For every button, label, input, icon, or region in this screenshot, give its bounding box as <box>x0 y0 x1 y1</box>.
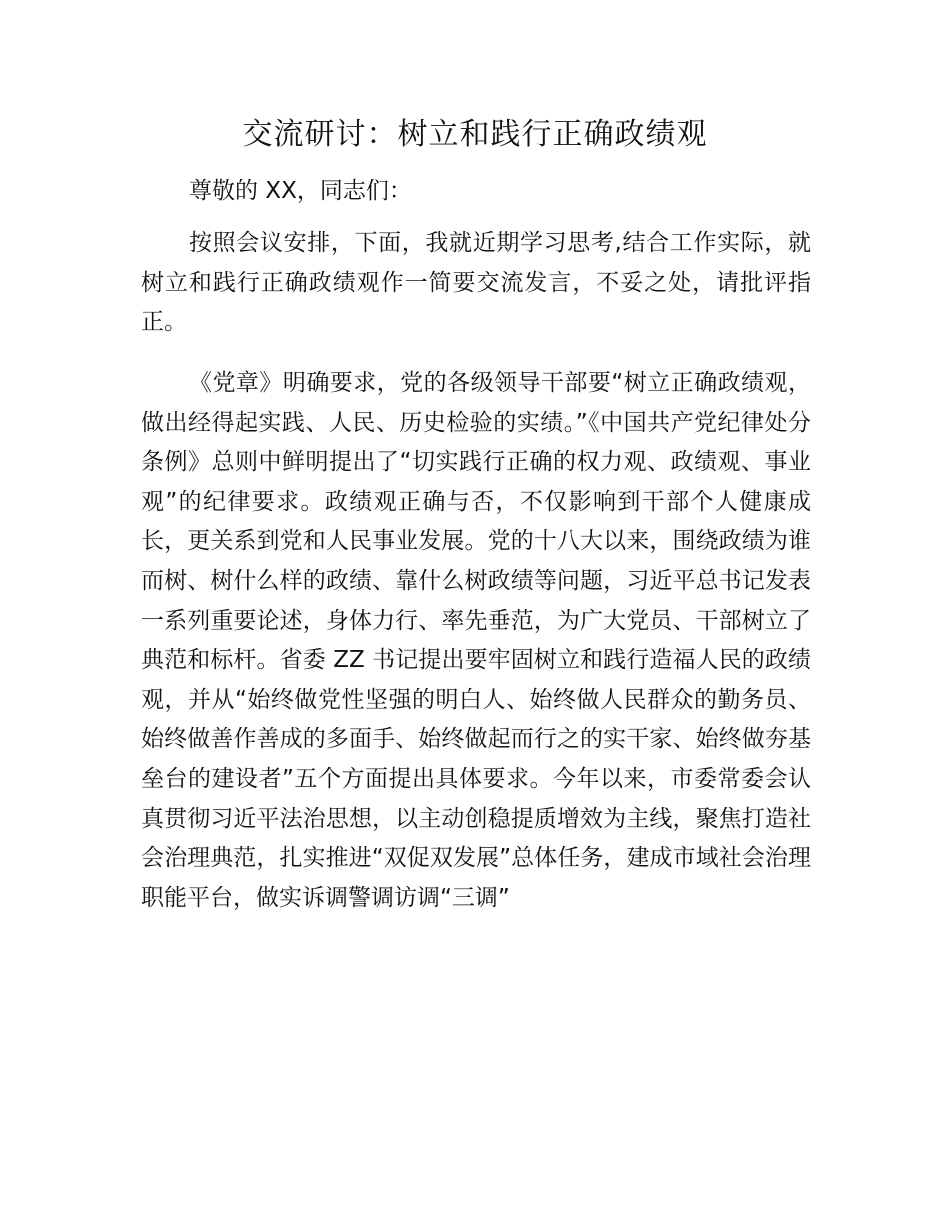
document-title: 交流研讨：树立和践行正确政绩观 <box>242 117 708 152</box>
salutation: 尊敬的 XX，同志们： <box>189 178 412 204</box>
paragraph-main: 《党章》明确要求，党的各级领导干部要“树立正确政绩观，做出经得起实践、人民、历史检验的实绩。”《中国共产党纪律处分条例》总则中鲜明提出了“切实践行正确的权力观、政绩观、事业观”的纪律要求。政绩观正确与否，不仅影响到干部个人健康成长，更关系到党和人民事业发展。党的十八大以来，围绕政绩为谁而树、树什么样的政绩、靠什么树政绩等问题，习近平总书记发表一系列重要论述，身体力行、率先垂范，为广大党员、干部树立了典范和标杆。省委 ZZ 书记提出要牢固树立和践行造福人民的政绩观，并从“始终做党性坚强的明白人、始终做人民群众的勤务员、始终做善作善成的多面手、始终做起而行之的实干家、始终做夯基垒台的建设者”五个方面提出具体要求。今年以来，市委常委会认真贯彻习近平法治思想，以主动创稳提质增效为主线，聚焦打造社会治理典范，扎实推进“双促双发展”总体任务，建成市域社会治理职能平台，做实诉调警调访调“三调” <box>141 370 811 911</box>
paragraph-intro: 按照会议安排，下面，我就近期学习思考,结合工作实际，就树立和践行正确政绩观作一简要交流发言，不妥之处，请批评指正。 <box>141 230 811 336</box>
